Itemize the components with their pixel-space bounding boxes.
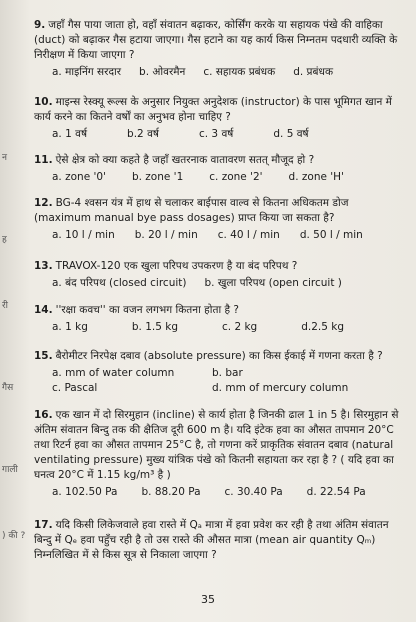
option-b: b.2 वर्ष <box>127 128 159 140</box>
option-c: c. 30.40 Pa <box>224 486 283 498</box>
question-stem: 10. माइन्स रेस्क्यू रूल्स के अनुसार नियुक्त अनुदेशक (instructor) के पास भूमिगत खान में कार्य करने का कितने वर्षों का अनुभव होना चाहिए ? <box>34 96 392 123</box>
option-a: a. zone '0' <box>52 171 106 183</box>
option-c: c. 2 kg <box>222 321 258 333</box>
option-b: b. 1.5 kg <box>131 321 178 333</box>
question-stem: 11. ऐसे क्षेत्र को क्या कहते है जहाँ खतरनाक वातावरण सतत् मौजूद हो ? <box>34 154 315 166</box>
question-15 <box>34 349 406 396</box>
question-options <box>34 170 406 185</box>
question-stem: 17. यदि किसी लिकेजवाले हवा रास्ते में Qₐ मात्रा में हवा प्रवेश कर रही है तथा अंतिम संवातन बिन्दु में Qₑ हवा पहुँच रही है तो उस रास्ते की औसत मात्रा (mean air quantity Qₘ) निम्नलिखित में से किस सूत्र से निकाला जाएगा ? <box>34 519 389 561</box>
option-d: d. 22.54 Pa <box>306 486 366 498</box>
option-a: a. बंद परिपथ (closed circuit) <box>52 277 187 289</box>
option-d: d. 50 l / min <box>299 229 363 241</box>
question-16 <box>34 408 406 500</box>
margin-mark: ह <box>2 235 7 245</box>
option-a: a. 10 l / min <box>52 229 115 241</box>
question-10 <box>34 95 406 142</box>
option-b: b. 20 l / min <box>134 229 198 241</box>
question-options <box>34 320 406 335</box>
option-d: d. प्रबंधक <box>293 66 334 78</box>
question-options <box>34 127 406 142</box>
option-a: a. mm of water column <box>52 367 175 379</box>
option-c: c. 3 वर्ष <box>198 128 234 140</box>
question-stem: 13. TRAVOX-120 एक खुला परिपथ उपकरण है या बंद परिपथ ? <box>34 260 298 272</box>
question-options <box>34 485 406 500</box>
question-stem: 12. BG-4 श्वसन यंत्र में हाथ से चलाकर बाईपास वाल्व से कितना अधिकतम डोज (maximum manual bye pass dosages) प्राप्त किया जा सकता है? <box>34 197 349 224</box>
question-13 <box>34 259 406 291</box>
option-d: d. mm of mercury column <box>212 382 349 394</box>
option-c: c. Pascal <box>52 382 98 394</box>
option-a: a. 1 kg <box>52 321 88 333</box>
option-b: b. bar <box>212 367 243 379</box>
option-b: b. ओवरमैन <box>139 66 186 78</box>
option-b: b. 88.20 Pa <box>141 486 201 498</box>
option-a: a. 102.50 Pa <box>52 486 118 498</box>
option-a: a. माइनिंग सरदार <box>52 66 122 78</box>
option-a: a. 1 वर्ष <box>52 128 88 140</box>
question-options <box>34 65 406 80</box>
question-options <box>34 276 406 291</box>
question-options <box>34 366 406 396</box>
margin-mark: न <box>2 153 7 163</box>
question-stem: 9. जहाँ गैस पाया जाता हो, वहाँ संवातन बढ़ाकर, कोर्सिंग करके या सहायक पंखे की वाहिका (duct) को बढ़ाकर गैस हटाया जाएगा। गैस हटाने का यह कार्य किस निम्नतम पदधारी व्यक्ति के निरीक्षण में किया जाएगा ? <box>34 19 398 61</box>
margin-mark: गैस <box>2 383 14 393</box>
option-b: b. zone '1 <box>131 171 184 183</box>
question-9 <box>34 18 406 80</box>
question-stem: 14. ''रक्षा कवच'' का वजन लगभग कितना होता है ? <box>34 304 239 316</box>
question-17 <box>34 518 406 563</box>
question-stem: 15. बैरोमीटर निरपेक्ष दबाव (absolute pressure) का किस ईकाई में गणना करता है ? <box>34 350 383 362</box>
option-c: c. 40 l / min <box>217 229 280 241</box>
margin-mark: ) की ? <box>2 531 26 541</box>
question-options <box>34 228 406 243</box>
option-b: b. खुला परिपथ (open circuit ) <box>204 277 342 289</box>
option-c: c. सहायक प्रबंधक <box>203 66 276 78</box>
option-d: d. 5 वर्ष <box>273 128 309 140</box>
option-d: d. zone 'H' <box>288 171 344 183</box>
option-d: d.2.5 kg <box>301 321 345 333</box>
question-12 <box>34 196 406 243</box>
question-11 <box>34 153 406 185</box>
margin-mark: गाली <box>2 465 18 475</box>
margin-mark: री <box>2 301 9 311</box>
question-14 <box>34 303 406 335</box>
option-c: c. zone '2' <box>209 171 263 183</box>
page-number: 35 <box>201 593 215 606</box>
question-stem: 16. एक खान में दो सिरमुहान (incline) से कार्य होता है जिनकी ढाल 1 in 5 है। सिरमुहान से अंतिम संवातन बिन्दु तक की क्षैतिज दूरी 600 m है। यदि इंटेक हवा का औसत तापमान 20°C तथा रिटर्न हवा का औसत तापमान 25°C है, तो गणना करें प्राकृतिक संवातन दबाव (natural ventilating pressure) मुख्य यांत्रिक पंखे को कितनी सहायता कर रहा है ? ( यदि हवा का घनत्व 20°C में 1.15 kg/m³ है ) <box>34 409 399 481</box>
